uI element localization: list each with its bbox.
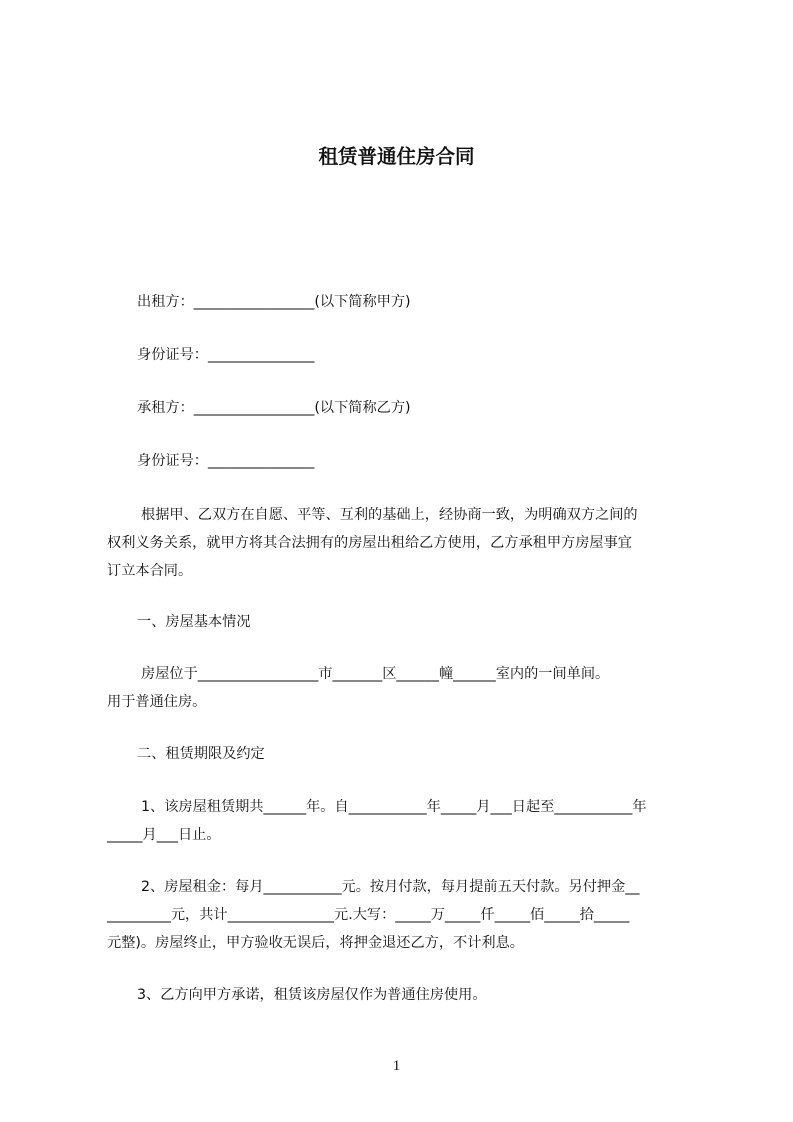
clause2-line-2: _________元，共计_______________元.大写：_____万_____仟_____佰_____拾_____	[107, 907, 630, 923]
clause1-line-2: _____月___日止。	[107, 827, 221, 843]
section1-heading: 一、房屋基本情况	[137, 614, 251, 630]
clause3-line: 3、乙方向甲方承诺，租赁该房屋仅作为普通住房使用。	[137, 987, 487, 1003]
lessee-line: 承租方：_________________(以下简称乙方)	[137, 400, 411, 416]
preamble-line-2: 权利义务关系，就甲方将其合法拥有的房屋出租给乙方使用，乙方承租甲方房屋事宜	[107, 535, 632, 551]
section2-heading: 二、租赁期限及约定	[137, 746, 265, 762]
lessor-id-line: 身份证号：_______________	[137, 347, 315, 363]
clause2-line-3: 元整)。房屋终止，甲方验收无误后，将押金退还乙方，不计利息。	[107, 935, 524, 951]
section1-line-1: 房屋位于_________________市_______区______幢______室内的一间单间。	[141, 666, 610, 682]
document-title: 租赁普通住房合同	[318, 145, 475, 168]
page-number: 1	[392, 1058, 401, 1074]
section1-line-2: 用于普通住房。	[107, 694, 207, 710]
preamble-line-3: 订立本合同。	[107, 563, 193, 579]
preamble-line-1: 根据甲、乙双方在自愿、平等、互利的基础上，经协商一致，为明确双方之间的	[141, 507, 638, 523]
clause1-line-1: 1、该房屋租赁期共______年。自___________年_____月___日起至___________年	[141, 799, 647, 815]
lessee-id-line: 身份证号：_______________	[137, 453, 315, 469]
lessor-line: 出租方：_________________(以下简称甲方)	[137, 294, 411, 310]
clause2-line-1: 2、房屋租金：每月___________元。按月付款，每月提前五天付款。另付押金__	[141, 879, 640, 895]
